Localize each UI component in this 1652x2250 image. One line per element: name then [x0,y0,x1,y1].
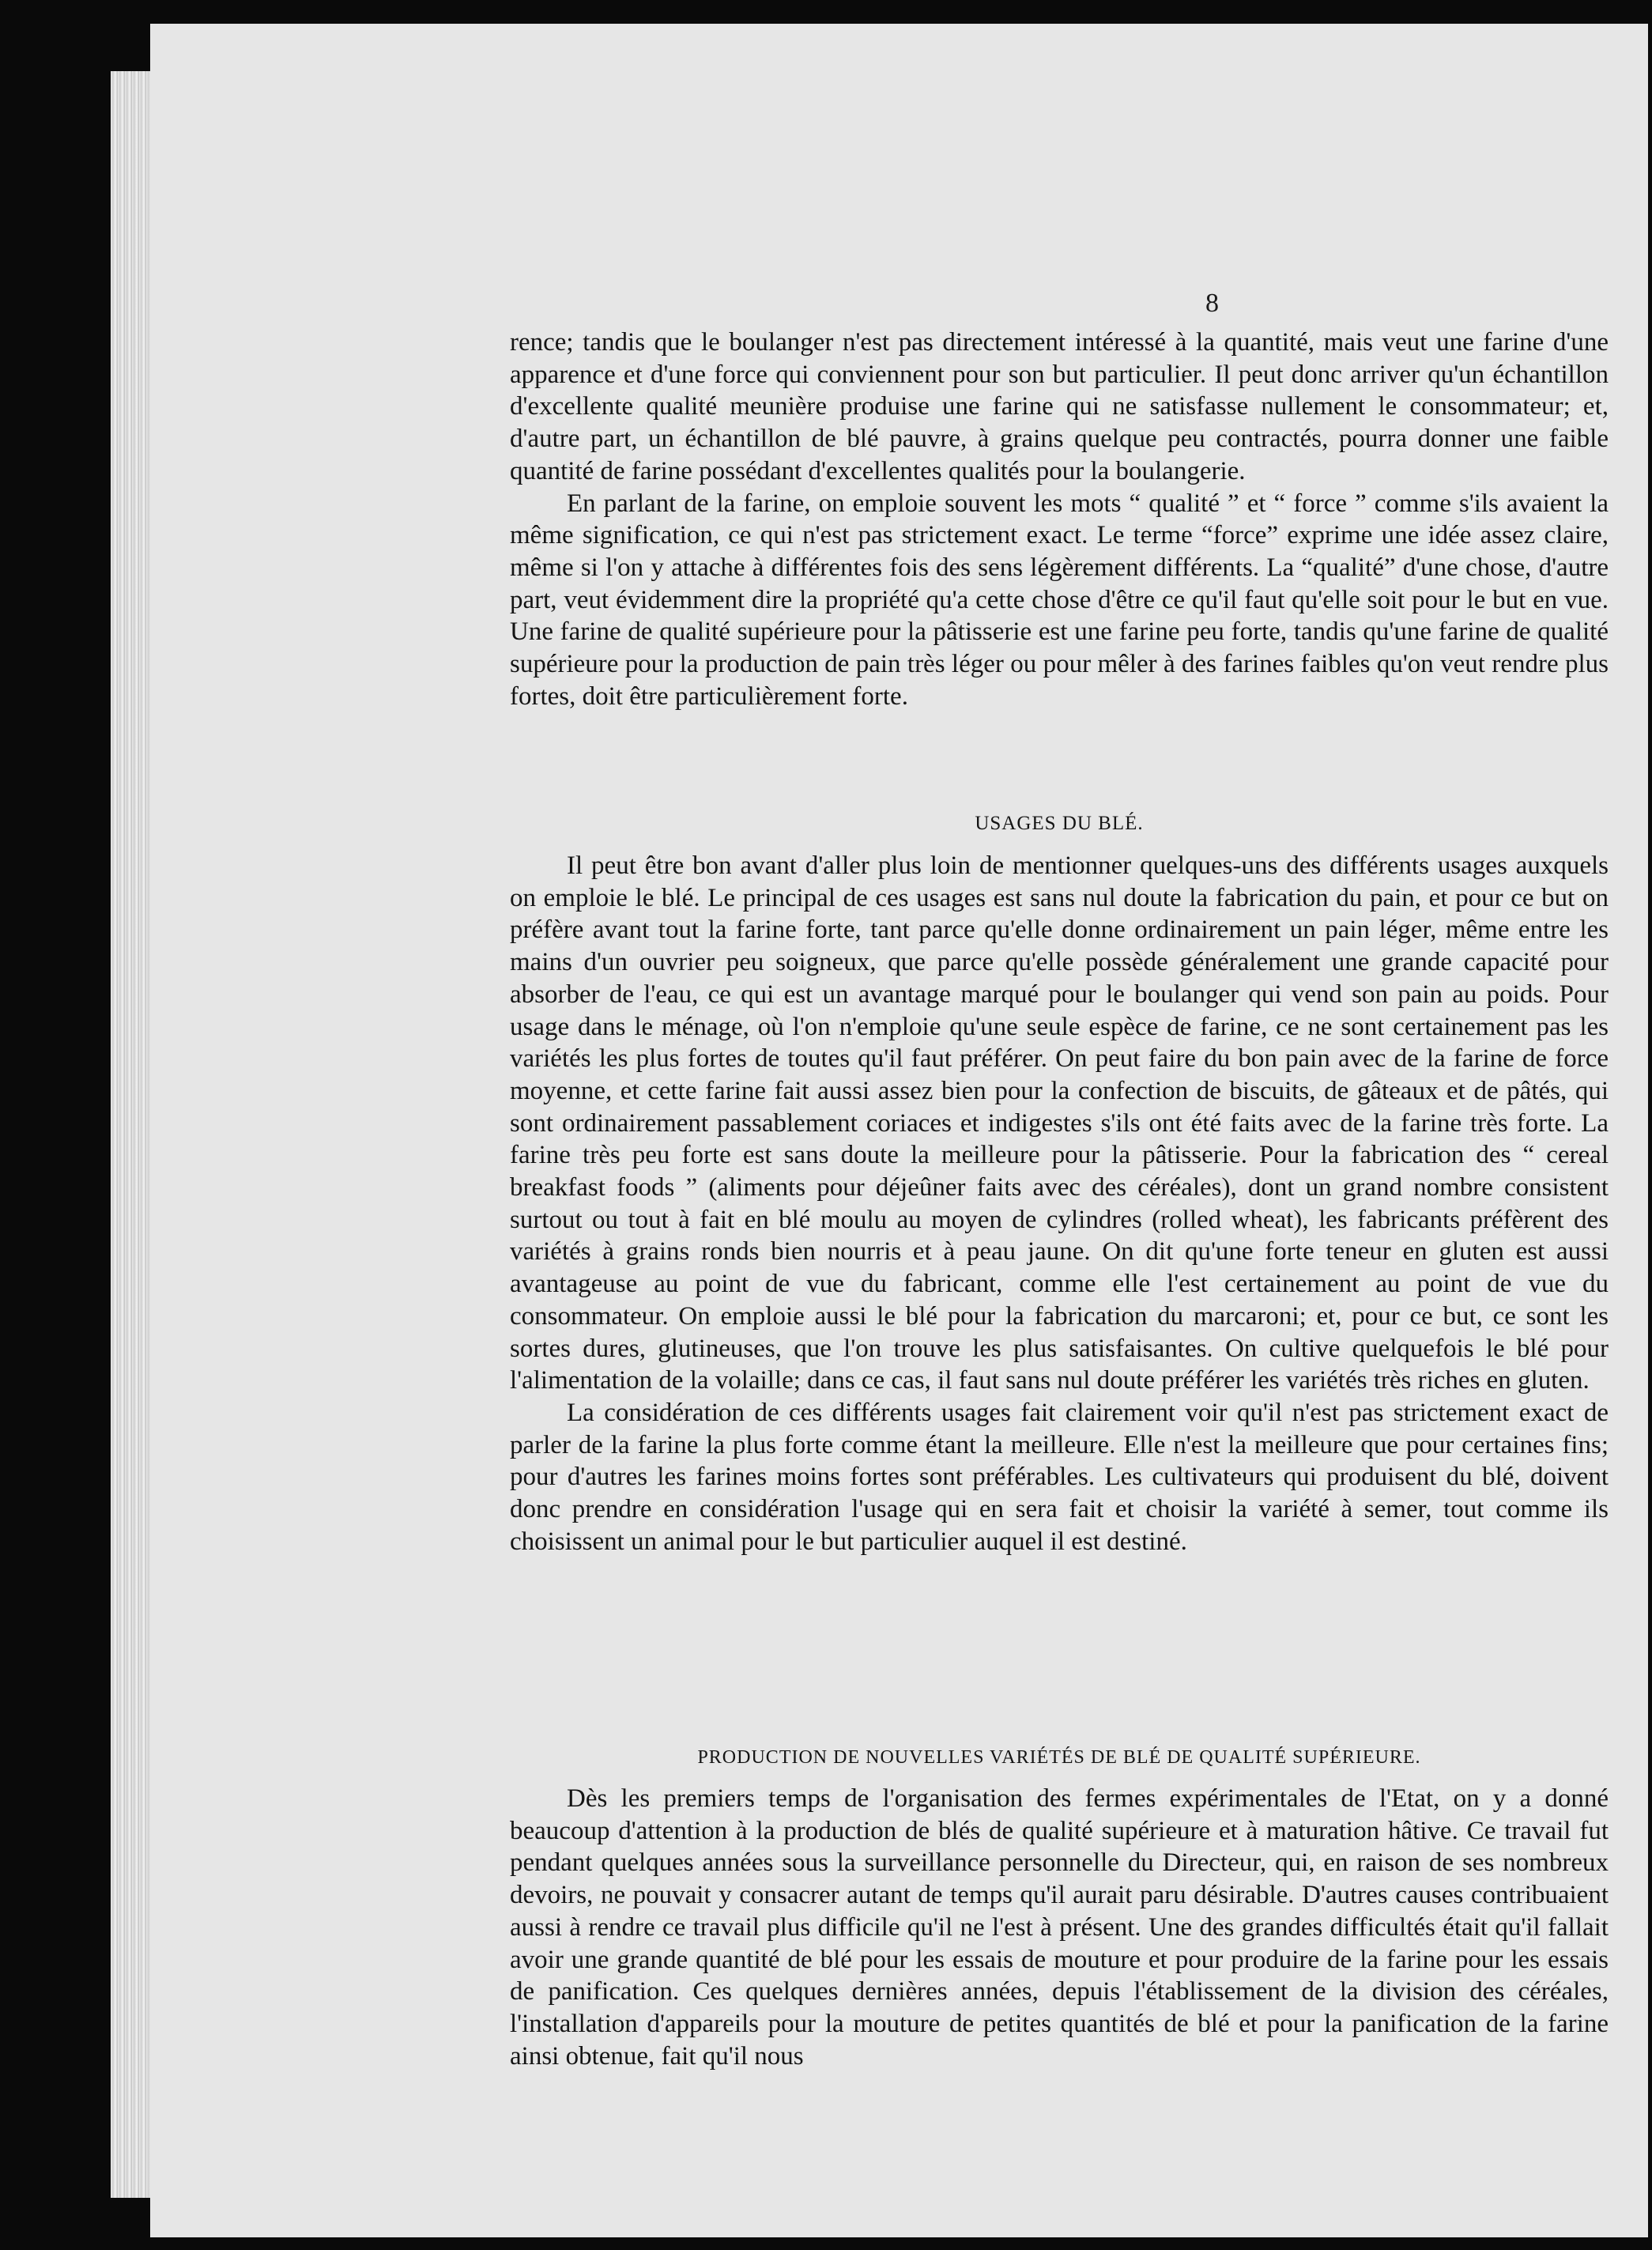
paragraph-5: Dès les premiers temps de l'organisation des fermes expérimentales de l'Etat, on y a donné beaucoup d'attention à la production de blés de qualité supérieure et à maturation hâtive. Ce travail fut pendant quelques années sous la surveillance personnelle du Directeur, qui, en raison de ses nombreux devoirs, ne pouvait y consacrer autant de temps qu'il aurait paru désirable. D'autres causes contribuaient aussi à rendre ce travail plus difficile qu'il ne l'est à présent. Une des grandes difficultés était qu'il fallait avoir une grande quantité de blé pour les essais de mouture et pour produire de la farine pour les essais de panification. Ces quelques dernières années, depuis l'établissement de la division des céréales, l'installation d'appareils pour la mouture de petites quantités de blé et pour la panification de la farine ainsi obtenue, fait qu'il nous [510,1784,1609,2071]
text-block-intro [510,327,1609,712]
text-block-usages [510,850,1609,1557]
paragraph-2: En parlant de la farine, on emploie souvent les mots “ qualité ” et “ force ” comme s'ils avaient la même signification, ce qui n'est pas strictement exact. Le terme “force” exprime une idée assez claire, même si l'on y attache à différentes fois des sens légèrement différents. La “qualité” d'une chose, d'autre part, veut évidemment dire la propriété qu'a cette chose d'être ce qu'il faut qu'elle soit pour le but en vue. Une farine de qualité supérieure pour la pâtisserie est une farine peu forte, tandis qu'une farine de qualité supérieure pour la production de pain très léger ou pour mêler à des farines faibles qu'on veut rendre plus fortes, doit être particulièrement forte. [510,489,1609,711]
section-heading-production: PRODUCTION DE NOUVELLES VARIÉTÉS DE BLÉ DE QUALITÉ SUPÉRIEURE. [697,1747,1421,1768]
paragraph-1: rence; tandis que le boulanger n'est pas directement intéressé à la quantité, mais veut une farine d'une apparence et d'une force qui conviennent pour son but particulier. Il peut donc arriver qu'un échantillon d'excellente qualité meunière produise une farine qui ne satisfasse nullement le consommateur; et, d'autre part, un échantillon de blé pauvre, à grains quelque peu contractés, pourra donner une faible quantité de farine possédant d'excellentes qualités pour la boulangerie. [510,328,1609,485]
paragraph-3: Il peut être bon avant d'aller plus loin de mentionner quelques-uns des différents usages auxquels on emploie le blé. Le principal de ces usages est sans nul doute la fabrication du pain, et pour ce but on préfère avant tout la farine forte, tant parce qu'elle donne ordinairement un pain léger, même entre les mains d'un ouvrier peu soigneux, que parce qu'elle possède généralement une grande capacité pour absorber de l'eau, ce qui est un avantage marqué pour le boulanger qui vend son pain au poids. Pour usage dans le ménage, où l'on n'emploie qu'une seule espèce de farine, ce ne sont certainement pas les variétés les plus fortes de toutes qu'il faut préférer. On peut faire du bon pain avec de la farine de force moyenne, et cette farine fait aussi assez bien pour la confection de biscuits, de gâteaux et de pâtés, qui sont ordinairement passablement coriaces et indigestes s'ils ont été faits avec de la farine très forte. La farine très peu forte est sans doute la meilleure pour la pâtisserie. Pour la fabrication des “ cereal breakfast foods ” (aliments pour déjeûner faits avec des céréales), dont un grand nombre consistent surtout ou tout à fait en blé moulu au moyen de cylindres (rolled wheat), les fabricants préfèrent des variétés à grains ronds bien nourris et à peau jaune. On dit qu'une forte teneur en gluten est aussi avantageuse au point de vue du fabricant, comme elle l'est certainement au point de vue du consommateur. On emploie aussi le blé pour la fabrication du marcaroni; et, pour ce but, ce sont les sortes dures, glutineuses, que l'on trouve les plus satisfaisantes. On cultive quelquefois le blé pour l'alimentation de la volaille; dans ce cas, il faut sans nul doute préférer les variétés très riches en gluten. [510,851,1609,1395]
section-heading-usages: USAGES DU BLÉ. [975,813,1144,834]
page-number: 8 [1205,289,1219,318]
paragraph-4: La considération de ces différents usages fait clairement voir qu'il n'est pas strictement exact de parler de la farine la plus forte comme étant la meilleure. Elle n'est la meilleure que pour certaines fins; pour d'autres les farines moins fortes sont préférables. Les cultivateurs qui produisent du blé, doivent donc prendre en considération l'usage qui en sera fait et choisir la variété à semer, tout comme ils choisissent un animal pour le but particulier auquel il est destiné. [510,1398,1609,1556]
text-block-production [510,1783,1609,2072]
